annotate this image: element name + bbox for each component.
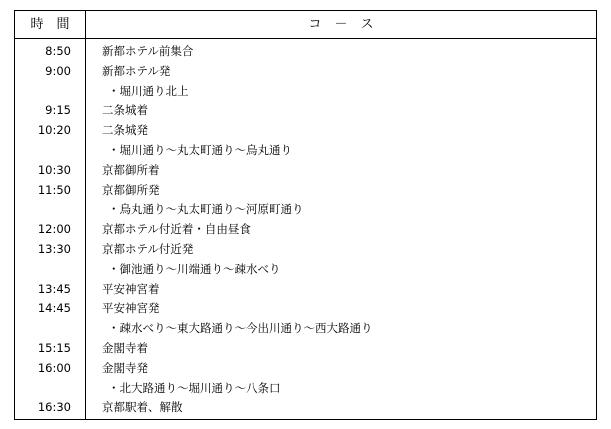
table-row [15, 101, 596, 121]
table-row [15, 141, 596, 161]
row-course: 京都ホテル付近発 [102, 241, 194, 256]
row-course: 平安神宮発 [102, 301, 160, 316]
table-header [15, 11, 596, 39]
row-course: 二条城着 [102, 103, 148, 118]
row-time: 13:45 [37, 281, 71, 296]
row-course: 京都御所発 [102, 182, 160, 197]
row-course: 金閣寺発 [102, 360, 148, 375]
row-time: 13:30 [37, 241, 71, 256]
row-course: ・烏丸通り～丸太町通り～河原町通り [108, 202, 304, 217]
row-course: 京都ホテル付近着・自由昼食 [102, 222, 251, 237]
row-course: ・堀川通り北上 [108, 83, 189, 98]
row-time: 15:15 [37, 340, 71, 355]
row-course: 新都ホテル前集合 [102, 44, 194, 58]
row-course: 二条城発 [102, 123, 148, 138]
row-time: 10:20 [37, 123, 71, 138]
table-row [15, 181, 596, 201]
table-row [15, 62, 596, 82]
header-time: 時 間 [30, 17, 70, 32]
table-row [15, 280, 596, 300]
row-time: 11:50 [37, 182, 71, 197]
row-time: 16:30 [37, 400, 71, 415]
table-row [15, 359, 596, 379]
row-course: ・堀川通り～丸太町通り～烏丸通り [108, 142, 292, 157]
row-time: 16:00 [37, 360, 71, 375]
table-row [15, 398, 596, 418]
header-course: コ － ス [308, 17, 374, 32]
row-time: 12:00 [37, 222, 71, 237]
row-course: ・御池通り～川端通り～疎水べり [108, 261, 281, 276]
table-row [15, 299, 596, 319]
row-course: 平安神宮着 [102, 281, 160, 296]
schedule-table [14, 10, 597, 420]
table-row [15, 82, 596, 102]
row-course: 京都御所着 [102, 162, 160, 177]
table-row [15, 379, 596, 399]
table-row [15, 220, 596, 240]
row-time: 9:15 [45, 103, 71, 118]
row-time: 8:50 [45, 44, 71, 58]
table-body [15, 42, 596, 418]
row-time: 14:45 [37, 301, 71, 316]
table-row [15, 319, 596, 339]
row-course: ・北大路通り～堀川通り～八条口 [108, 380, 281, 395]
row-course: 新都ホテル発 [102, 63, 171, 78]
table-row [15, 260, 596, 280]
row-time: 9:00 [45, 63, 71, 78]
row-course: 金閣寺着 [102, 340, 148, 355]
table-row [15, 240, 596, 260]
row-time: 10:30 [37, 162, 71, 177]
table-row [15, 121, 596, 141]
table-row [15, 339, 596, 359]
table-row [15, 200, 596, 220]
row-course: 京都駅着、解散 [102, 400, 183, 415]
table-row [15, 42, 596, 62]
row-course: ・疎水べり～東大路通り～今出川通り～西大路通り [108, 321, 373, 336]
table-row [15, 161, 596, 181]
